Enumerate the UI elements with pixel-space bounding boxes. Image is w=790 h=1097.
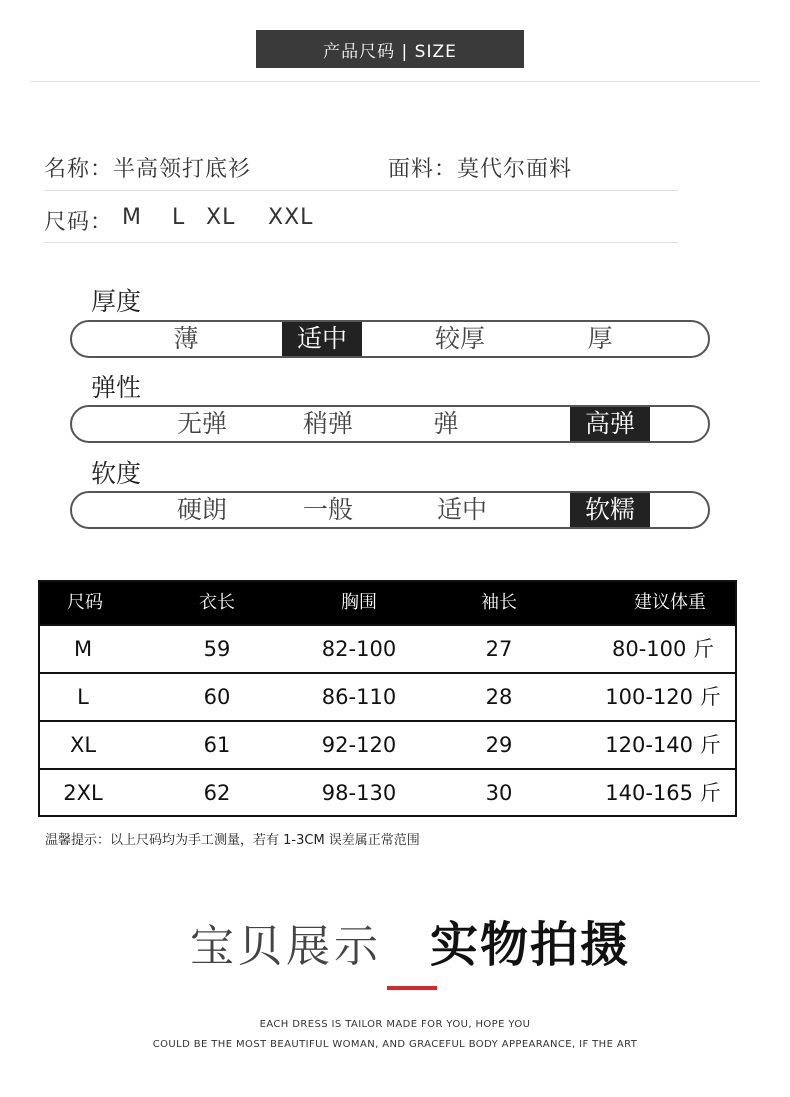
softness-option: 硬朗 [176, 495, 227, 524]
thickness-title: 厚度 [91, 287, 142, 316]
cell-weight: 140-165 斤 [605, 781, 721, 805]
showcase-title-bold: 实物拍摄 [430, 917, 631, 973]
softness-option: 一般 [302, 495, 353, 524]
cell-size: M [73, 637, 93, 661]
table-header [40, 582, 735, 624]
info-divider [44, 190, 678, 191]
section-header-banner [256, 30, 524, 68]
cell-sleeve: 27 [485, 637, 513, 661]
fabric-label: 面料： [388, 157, 458, 182]
header-chest: 胸围 [341, 592, 377, 613]
thickness-scale [70, 320, 710, 358]
softness-title: 软度 [91, 459, 142, 488]
cell-size: L [77, 685, 89, 709]
name-value: 半高领打底衫 [113, 157, 252, 182]
thickness-option: 薄 [173, 324, 199, 353]
cell-size: XL [69, 733, 97, 757]
table-row [40, 624, 735, 670]
softness-scale [70, 491, 710, 529]
section-header-title: 产品尺码 | SIZE [323, 41, 457, 62]
cell-chest: 98-130 [321, 781, 397, 805]
accent-divider [387, 986, 437, 990]
thickness-option: 较厚 [434, 324, 485, 353]
elasticity-scale [70, 405, 710, 443]
size-row [44, 205, 113, 236]
cell-chest: 92-120 [321, 733, 397, 757]
table-row [40, 672, 735, 718]
fabric-row [388, 152, 572, 183]
info-divider [44, 242, 678, 243]
elasticity-title: 弹性 [91, 373, 142, 402]
tagline-line-2: COULD BE THE MOST BEAUTIFUL WOMAN, AND GRACEFUL BODY APPEARANCE, IF THE ART [152, 1039, 638, 1050]
elasticity-option: 无弹 [176, 409, 227, 438]
cell-weight: 100-120 斤 [605, 685, 721, 709]
softness-option-selected: 软糯 [570, 493, 650, 527]
header-size: 尺码 [67, 592, 103, 613]
size-option: XL [206, 205, 236, 230]
size-option: XXL [268, 205, 314, 230]
size-option: M [122, 205, 142, 230]
elasticity-option: 稍弹 [302, 409, 353, 438]
thickness-option: 厚 [587, 324, 613, 353]
size-label: 尺码： [44, 210, 114, 235]
cell-length: 60 [203, 685, 231, 709]
elasticity-option-selected: 高弹 [570, 407, 650, 441]
header-length: 衣长 [199, 592, 235, 613]
measurement-tip: 温馨提示：以上尺码均为手工测量，若有 1-3CM 误差属正常范围 [45, 833, 420, 848]
cell-sleeve: 29 [485, 733, 513, 757]
table-row [40, 768, 735, 814]
fabric-value: 莫代尔面料 [457, 157, 573, 182]
cell-length: 61 [203, 733, 231, 757]
name-label: 名称： [44, 157, 114, 182]
cell-sleeve: 28 [485, 685, 513, 709]
size-option: L [172, 205, 186, 230]
size-table [38, 580, 737, 817]
cell-chest: 82-100 [321, 637, 397, 661]
name-row [44, 152, 251, 183]
cell-weight: 120-140 斤 [605, 733, 721, 757]
thickness-option-selected: 适中 [282, 322, 362, 356]
showcase-title-light: 宝贝展示 [190, 921, 382, 972]
cell-length: 62 [203, 781, 231, 805]
header-divider [30, 81, 760, 82]
header-weight: 建议体重 [634, 592, 706, 613]
cell-weight: 80-100 斤 [611, 637, 715, 661]
softness-option: 适中 [436, 495, 487, 524]
cell-chest: 86-110 [321, 685, 397, 709]
tagline-line-1: EACH DRESS IS TAILOR MADE FOR YOU, HOPE YOU [259, 1019, 531, 1030]
cell-size: 2XL [63, 781, 103, 805]
cell-length: 59 [203, 637, 231, 661]
table-row [40, 720, 735, 766]
cell-sleeve: 30 [485, 781, 513, 805]
header-sleeve: 袖长 [481, 592, 517, 613]
elasticity-option: 弹 [433, 409, 459, 438]
